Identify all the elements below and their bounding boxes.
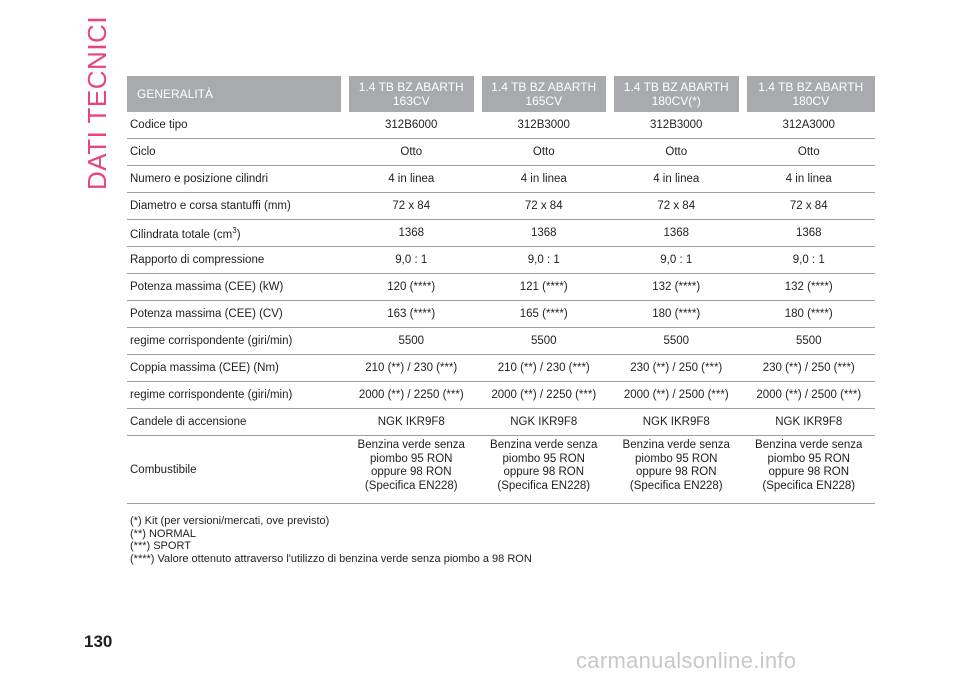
row-value: 4 in linea — [610, 166, 743, 193]
table-row — [127, 355, 875, 382]
row-label — [127, 139, 345, 166]
table-header-row — [127, 76, 875, 112]
row-value-line: (Specifica EN228) — [364, 479, 458, 492]
row-label-text: regime corrispondente (giri/min) — [130, 389, 293, 401]
specs-table — [127, 76, 875, 504]
header-label: GENERALITÀ — [127, 76, 345, 112]
row-value: 72 x 84 — [743, 193, 876, 220]
watermark: carmanualsonline.info — [576, 648, 797, 673]
row-label-text: Ciclo — [130, 146, 156, 158]
row-value — [478, 436, 611, 504]
row-value: NGK IKR9F8 — [478, 409, 611, 436]
header-line: 180CV — [792, 94, 830, 108]
row-value — [345, 436, 478, 504]
row-label-text: Codice tipo — [130, 119, 188, 131]
table-row — [127, 139, 875, 166]
row-value: Otto — [743, 139, 876, 166]
row-value: 72 x 84 — [478, 193, 611, 220]
row-value: Otto — [610, 139, 743, 166]
row-value: 1368 — [743, 220, 876, 247]
row-value: 4 in linea — [478, 166, 611, 193]
row-label-text: Diametro e corsa stantuffi (mm) — [130, 200, 291, 212]
row-value — [743, 436, 876, 504]
row-value: 9,0 : 1 — [345, 247, 478, 274]
row-value: 72 x 84 — [345, 193, 478, 220]
row-value-line: oppure 98 RON — [370, 466, 452, 478]
header-line: 1.4 TB BZ ABARTH — [758, 80, 864, 94]
table-row — [127, 193, 875, 220]
header-column-3 — [610, 76, 743, 112]
row-value-line: piombo 95 RON — [767, 452, 850, 465]
header-line: 1.4 TB BZ ABARTH — [491, 80, 597, 94]
row-value: NGK IKR9F8 — [743, 409, 876, 436]
row-label-text: Candele di accensione — [130, 416, 247, 428]
row-value: 2000 (**) / 2250 (***) — [478, 382, 611, 409]
row-value: 312B3000 — [610, 112, 743, 139]
header-line: 180CV(*) — [651, 94, 701, 108]
row-value: Otto — [345, 139, 478, 166]
row-value: 2000 (**) / 2500 (***) — [610, 382, 743, 409]
row-value-line: (Specifica EN228) — [629, 479, 723, 492]
row-label-text: Coppia massima (CEE) (Nm) — [130, 362, 279, 374]
row-value: 4 in linea — [345, 166, 478, 193]
row-value: 312A3000 — [743, 112, 876, 139]
header-column-4 — [743, 76, 876, 112]
footnote: (****) Valore ottenuto attraverso l'utilizzo di benzina verde senza piombo a 98 RON — [130, 552, 532, 565]
row-value-line: piombo 95 RON — [370, 452, 453, 465]
section-title — [76, 15, 116, 196]
row-label — [127, 328, 345, 355]
row-value-line: (Specifica EN228) — [497, 479, 591, 492]
table-row — [127, 301, 875, 328]
row-value-line: oppure 98 RON — [635, 466, 717, 478]
row-label — [127, 247, 345, 274]
row-label — [127, 436, 345, 504]
header-column-1 — [345, 76, 478, 112]
row-label — [127, 112, 345, 139]
footnote: (**) NORMAL — [130, 527, 197, 540]
row-value: 180 (****) — [743, 301, 876, 328]
row-value: 2000 (**) / 2500 (***) — [743, 382, 876, 409]
row-value: 230 (**) / 250 (***) — [610, 355, 743, 382]
row-value: 1368 — [610, 220, 743, 247]
row-label-text: Rapporto di compressione — [130, 254, 265, 266]
page-number: 130 — [84, 632, 113, 651]
row-label — [127, 193, 345, 220]
row-label-text: Cilindrata totale (cm — [130, 228, 233, 241]
row-value: 5500 — [743, 328, 876, 355]
row-value: 1368 — [478, 220, 611, 247]
row-value: NGK IKR9F8 — [345, 409, 478, 436]
row-label — [127, 409, 345, 436]
row-value-line: oppure 98 RON — [503, 466, 585, 478]
row-value: 132 (****) — [743, 274, 876, 301]
row-value: 180 (****) — [610, 301, 743, 328]
row-value: NGK IKR9F8 — [610, 409, 743, 436]
row-value: 9,0 : 1 — [610, 247, 743, 274]
specs-table-body — [127, 112, 875, 504]
row-label-text: Potenza massima (CEE) (kW) — [130, 281, 284, 293]
row-value — [610, 436, 743, 504]
row-label — [127, 220, 345, 247]
row-value: 121 (****) — [478, 274, 611, 301]
row-value: 210 (**) / 230 (***) — [345, 355, 478, 382]
row-label — [127, 274, 345, 301]
row-value: 5500 — [345, 328, 478, 355]
table-row — [127, 328, 875, 355]
row-value-line: oppure 98 RON — [768, 466, 850, 478]
row-value-line: Benzina verde senza — [755, 439, 863, 451]
header-line: 163CV — [392, 94, 430, 108]
row-value: Otto — [478, 139, 611, 166]
row-value: 72 x 84 — [610, 193, 743, 220]
row-value: 9,0 : 1 — [478, 247, 611, 274]
row-label-text: regime corrispondente (giri/min) — [130, 335, 293, 347]
table-row — [127, 274, 875, 301]
row-label-superscript: 3 — [232, 226, 237, 236]
row-value-line: Benzina verde senza — [490, 439, 598, 451]
row-label-text: Potenza massima (CEE) (CV) — [130, 308, 283, 320]
row-value: 5500 — [478, 328, 611, 355]
table-row — [127, 436, 875, 504]
row-value-line: (Specifica EN228) — [762, 479, 856, 492]
row-label — [127, 382, 345, 409]
row-value: 312B6000 — [345, 112, 478, 139]
row-value: 312B3000 — [478, 112, 611, 139]
row-label — [127, 166, 345, 193]
row-value-line: Benzina verde senza — [622, 439, 730, 451]
table-row — [127, 382, 875, 409]
footnote: (*) Kit (per versioni/mercati, ove previsto) — [130, 515, 330, 527]
row-value: 1368 — [345, 220, 478, 247]
footnote: (***) SPORT — [130, 540, 191, 552]
row-value: 5500 — [610, 328, 743, 355]
row-value: 132 (****) — [610, 274, 743, 301]
row-value: 163 (****) — [345, 301, 478, 328]
footnotes — [130, 515, 532, 565]
section-title-text: DATI TECNICI — [82, 15, 112, 190]
row-label-text: Combustibile — [130, 463, 197, 476]
row-value: 230 (**) / 250 (***) — [743, 355, 876, 382]
row-value: 9,0 : 1 — [743, 247, 876, 274]
row-value: 4 in linea — [743, 166, 876, 193]
header-column-2 — [478, 76, 611, 112]
header-line: 1.4 TB BZ ABARTH — [358, 80, 464, 94]
row-label-suffix: ) — [236, 228, 241, 241]
header-line: 1.4 TB BZ ABARTH — [623, 80, 729, 94]
table-row — [127, 112, 875, 139]
table-row — [127, 220, 875, 247]
row-label — [127, 301, 345, 328]
header-line: 165CV — [525, 94, 563, 108]
row-label-text: Numero e posizione cilindri — [130, 173, 269, 185]
table-row — [127, 409, 875, 436]
table-row — [127, 247, 875, 274]
table-row — [127, 166, 875, 193]
row-value: 210 (**) / 230 (***) — [478, 355, 611, 382]
row-label — [127, 355, 345, 382]
row-value: 120 (****) — [345, 274, 478, 301]
row-value-line: piombo 95 RON — [635, 452, 718, 465]
row-value-line: piombo 95 RON — [502, 452, 585, 465]
row-value: 2000 (**) / 2250 (***) — [345, 382, 478, 409]
row-value: 165 (****) — [478, 301, 611, 328]
row-value-line: Benzina verde senza — [357, 439, 465, 451]
